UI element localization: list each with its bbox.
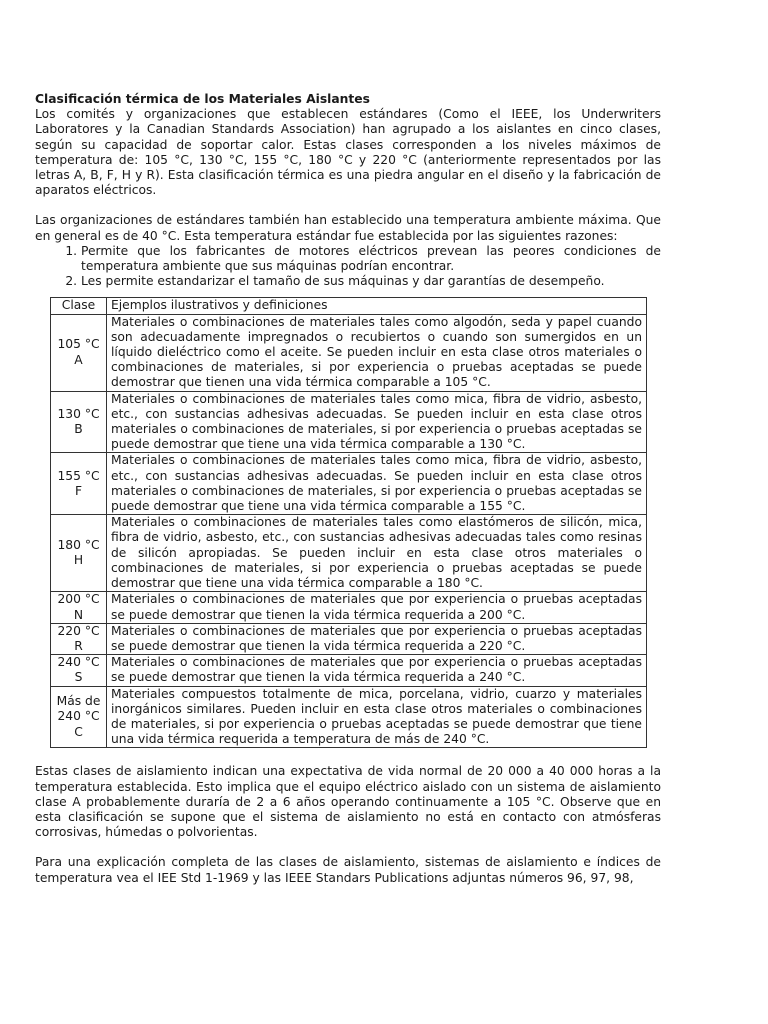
list-item: 2. Les permite estandarizar el tamaño de sus máquinas y dar garantías de desempeño. (81, 274, 661, 289)
class-description: Materiales compuestos totalmente de mica, porcelana, vidrio, cuarzo y materiales inorgánicos similares. Pueden incluir en esta clase otros materiales o combinaciones de materiales, si por experiencia o pruebas aceptadas se puede demostrar que tiene una vida térmica requerida a temperatura de más de 240 °C. (107, 686, 647, 748)
class-letter: A (74, 352, 83, 367)
class-temp: Más de 240 °C (56, 694, 101, 724)
reasons-list (35, 244, 661, 290)
table-row (51, 314, 647, 391)
class-description: Materiales o combinaciones de materiales que por experiencia o pruebas aceptadas se puede demostrar que tienen la vida térmica requerida a 220 °C. (107, 623, 647, 654)
class-letter: B (74, 422, 83, 437)
class-temp: 240 °C (57, 655, 100, 670)
ambient-paragraph: Las organizaciones de estándares también han establecido una temperatura ambiente máxima. Que en general es de 40 °C. Esta temperatura estándar fue establecida por las siguientes razones: (35, 213, 661, 243)
list-item: 1. Permite que los fabricantes de motores eléctricos prevean las peores condiciones de temperatura ambiente que sus máquinas podrían encontrar. (81, 244, 661, 274)
reference-paragraph: Para una explicación completa de las clases de aislamiento, sistemas de aislamiento e índices de temperatura vea el IEE Std 1-1969 y las IEEE Standars Publications adjuntas números 96, 97, 98, (35, 855, 661, 885)
class-description: Materiales o combinaciones de materiales tales como elastómeros de silicón, mica, fibra de vidrio, asbesto, etc., con sustancias adhesivas adecuadas tales como resinas de silicón apropiadas. Se pueden incluir en esta clase otros materiales o combinaciones de materiales, si por experiencia o pruebas aceptadas se puede demostrar que tiene una vida térmica comparable a 180 °C. (107, 515, 647, 592)
class-cell (51, 515, 107, 592)
class-letter: C (74, 724, 83, 739)
class-cell (51, 592, 107, 623)
class-description: Materiales o combinaciones de materiales tales como algodón, seda y papel cuando son adecuadamente impregnados o recubiertos o cuando son sumergidos en un líquido dieléctrico como el aceite. Se pueden incluir en esta clase otros materiales o combinaciones de materiales, si por experiencia o pruebas aceptadas se puede demostrar que tienen una vida térmica comparable a 105 °C. (107, 314, 647, 391)
table-row (51, 686, 647, 748)
class-letter: F (74, 483, 83, 498)
class-description: Materiales o combinaciones de materiales que por experiencia o pruebas aceptadas se puede demostrar que tienen la vida térmica requerida a 240 °C. (107, 655, 647, 686)
header-ejemplos: Ejemplos ilustrativos y definiciones (107, 298, 647, 314)
table-header-row (51, 298, 647, 314)
class-cell (51, 453, 107, 515)
class-temp: 105 °C (57, 337, 100, 352)
document-page (35, 92, 661, 886)
table-row (51, 623, 647, 654)
class-cell (51, 655, 107, 686)
class-description: Materiales o combinaciones de materiales tales como mica, fibra de vidrio, asbesto, etc., con sustancias adhesivas adecuadas. Se pueden incluir en esta clase otros materiales o combinaciones de materiales, si por experiencia o pruebas aceptadas se puede demostrar que tiene una vida térmica comparable a 155 °C. (107, 453, 647, 515)
class-letter: H (73, 553, 84, 568)
spacer (35, 198, 661, 213)
table-row (51, 592, 647, 623)
table-row (51, 655, 647, 686)
table-row (51, 515, 647, 592)
class-temp: 130 °C (57, 406, 100, 421)
class-temp: 180 °C (57, 538, 100, 553)
life-expectancy-paragraph: Estas clases de aislamiento indican una expectativa de vida normal de 20 000 a 40 000 horas a la temperatura establecida. Esto implica que el equipo eléctrico aislado con un sistema de aislamiento clase A probablemente duraría de 2 a 6 años operando continuamente a 105 °C. Observe que en esta clasificación se supone que el sistema de aislamiento no está en contacto con atmósferas corrosivas, húmedas o polvorientas. (35, 764, 661, 840)
spacer (35, 840, 661, 855)
table-row (51, 453, 647, 515)
class-description: Materiales o combinaciones de materiales que por experiencia o pruebas aceptadas se puede demostrar que tienen la vida térmica requerida a 200 °C. (107, 592, 647, 623)
class-temp: 155 °C (57, 468, 100, 483)
intro-paragraph: Los comités y organizaciones que establecen estándares (Como el IEEE, los Underwriters Laboratores y la Canadian Standards Association) han agrupado a los aislantes en cinco clases, según su capacidad de soportar calor. Estas clases corresponden a los niveles máximos de temperatura de: 105 °C, 130 °C, 155 °C, 180 °C y 220 °C (anteriormente representados por las letras A, B, F, H y R). Esta clasificación térmica es una piedra angular en el diseño y la fabricación de aparatos eléctricos. (35, 107, 661, 198)
class-cell (51, 686, 107, 748)
class-cell (51, 391, 107, 453)
class-letter: N (73, 607, 84, 622)
header-clase: Clase (51, 298, 107, 314)
class-cell (51, 623, 107, 654)
class-letter: S (74, 670, 83, 685)
class-temp: 220 °C (57, 623, 100, 638)
class-description: Materiales o combinaciones de materiales tales como mica, fibra de vidrio, asbesto, etc., con sustancias adhesivas adecuadas. Se pueden incluir en esta clase otros materiales o combinaciones de materiales, si por experiencia o pruebas aceptadas se puede demostrar que tiene una vida térmica comparable a 130 °C. (107, 391, 647, 453)
insulation-classes-table (50, 297, 647, 748)
class-cell (51, 314, 107, 391)
table-row (51, 391, 647, 453)
class-temp: 200 °C (57, 592, 100, 607)
class-letter: R (74, 638, 83, 653)
document-title: Clasificación térmica de los Materiales Aislantes (35, 92, 370, 106)
